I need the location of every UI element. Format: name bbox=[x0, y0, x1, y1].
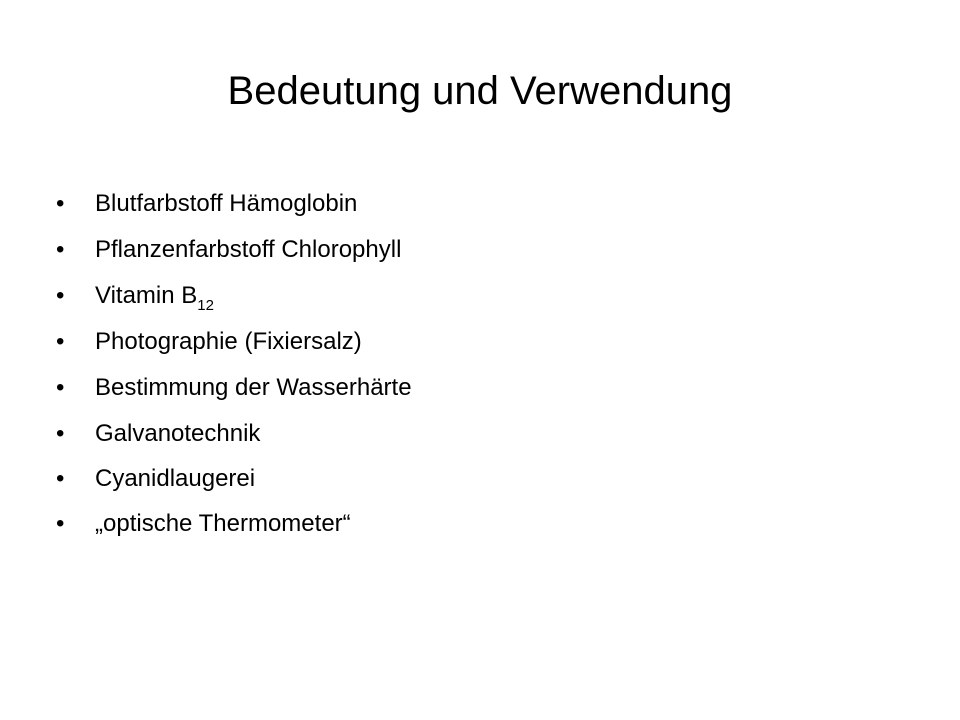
bullet-text: „optische Thermometer“ bbox=[95, 510, 351, 537]
bullet-icon: • bbox=[56, 236, 65, 263]
bullet-subscript: 12 bbox=[197, 297, 214, 314]
bullet-icon: • bbox=[56, 190, 65, 217]
bullet-text: Blutfarbstoff Hämoglobin bbox=[95, 190, 358, 217]
bullet-icon: • bbox=[56, 465, 65, 492]
bullet-item-photographie bbox=[56, 323, 412, 369]
bullet-text: Vitamin B bbox=[95, 282, 198, 309]
bullet-icon: • bbox=[56, 510, 65, 537]
bullet-item-hemoglobin bbox=[56, 185, 412, 231]
bullet-item-optische-thermometer bbox=[56, 505, 412, 550]
bullet-item-galvanotechnik bbox=[56, 415, 412, 460]
bullet-text: Galvanotechnik bbox=[95, 420, 261, 447]
bullet-text: Pflanzenfarbstoff Chlorophyll bbox=[95, 236, 402, 263]
bullet-list bbox=[56, 185, 412, 550]
bullet-item-cyanidlaugerei bbox=[56, 460, 412, 505]
bullet-item-vitamin-b12 bbox=[56, 277, 412, 323]
bullet-icon: • bbox=[56, 374, 65, 401]
bullet-text: Bestimmung der Wasserhärte bbox=[95, 374, 412, 401]
bullet-icon: • bbox=[56, 282, 65, 309]
bullet-text: Photographie (Fixiersalz) bbox=[95, 328, 362, 355]
bullet-item-chlorophyll bbox=[56, 231, 412, 277]
bullet-text: Cyanidlaugerei bbox=[95, 465, 256, 492]
bullet-icon: • bbox=[56, 328, 65, 355]
slide-title: Bedeutung und Verwendung bbox=[227, 69, 733, 113]
bullet-icon: • bbox=[56, 420, 65, 447]
bullet-item-wasserhaerte bbox=[56, 369, 412, 415]
